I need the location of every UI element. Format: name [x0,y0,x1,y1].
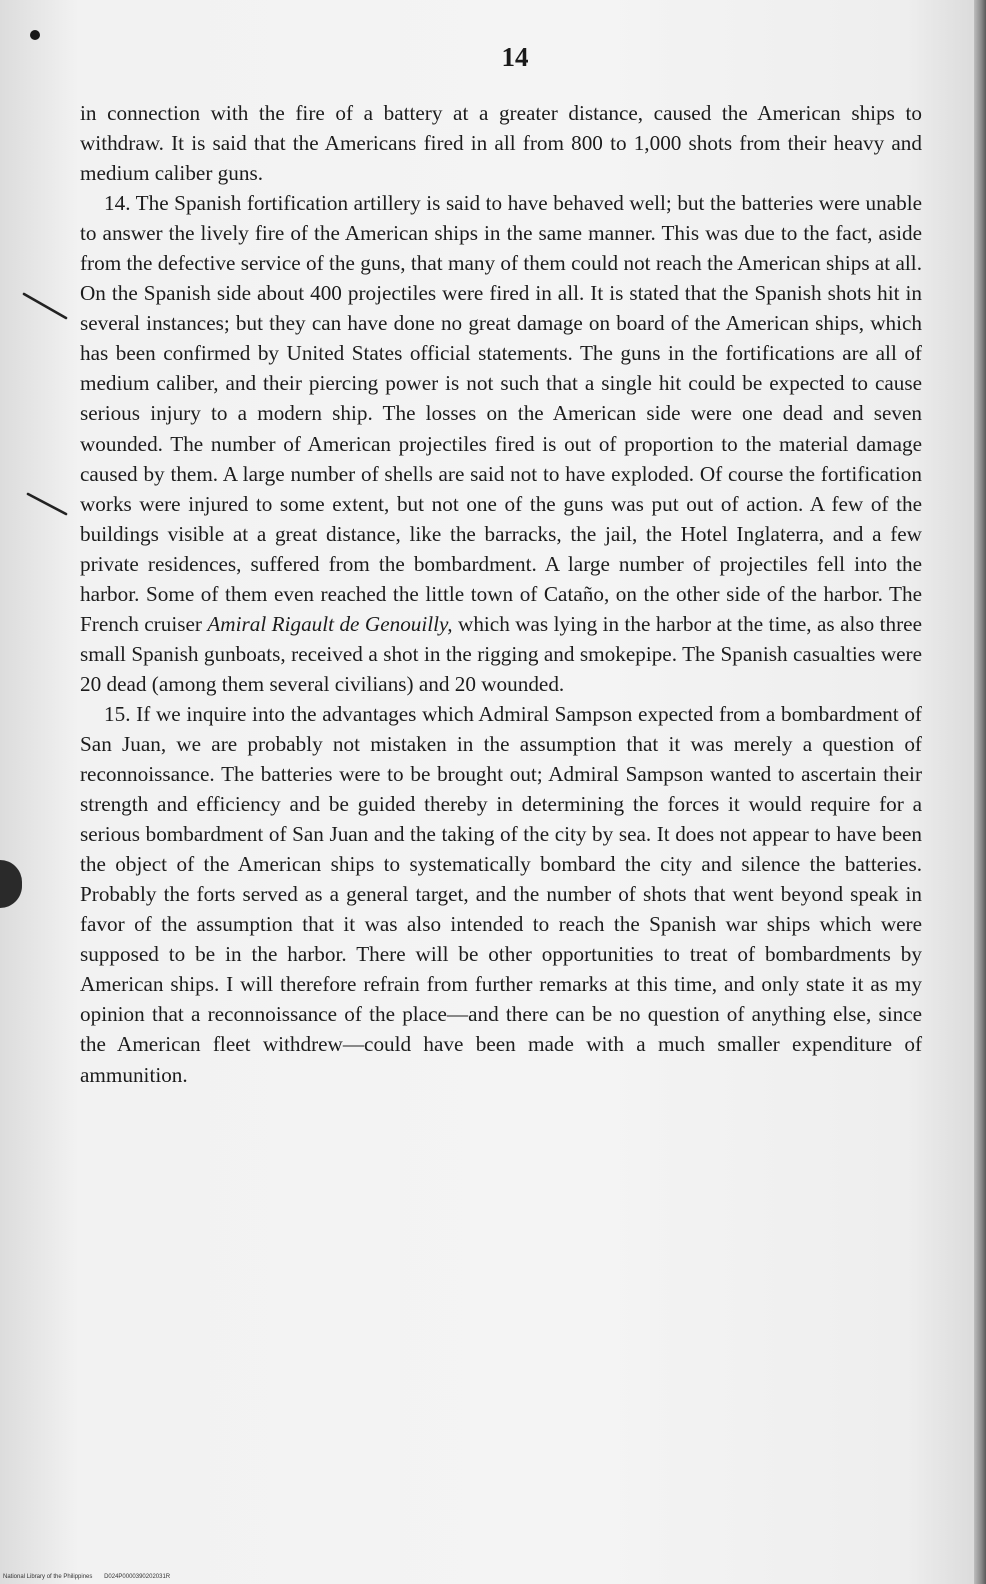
margin-check-mark [20,290,72,320]
footer-library: National Library of the Philippines [3,1574,93,1580]
paragraph-15: 15. If we inquire into the advantages which Admiral Sampson expected from a bombardment of San Juan, we are probably not mistaken in the assumption that it was merely a question of reconnoissance. The batteries were to be brought out; Admiral Sampson wanted to ascertain their strength and efficiency and be guided thereby in determining the forces it would require for a serious bombardment of San Juan and the taking of the city by sea. It does not appear to have been the object of the American ships to systematically bombard the city and silence the batteries. Probably the forts served as a general target, and the number of shots that went beyond speak in favor of the assumption that it was also intended to reach the Spanish war ships which were supposed to be in the harbor. There will be other opportunities to treat of bombardments by American ships. I will therefore refrain from further remarks at this time, and only state it as my opinion that a reconnoissance of the place—and there can be no question of anything else, since the American fleet withdrew—could have been made with a much smaller expenditure of ammunition. [80,701,922,1087]
ship-name: Amiral Rigault de Genouilly, [207,611,453,636]
paragraph-14-start: 14. The Spanish fortification artillery is said to have behaved well; but the batteries were unable to answer the lively fire of the American ships in the same manner. This was due to the fact, aside from the defective service of the guns, that many of them could not reach the American ships at all. On the Spanish side about 400 projectiles were fired in all. It is stated that the Spanish shots hit in several instances; but they can have done no great damage on board of the American ships, which has been confirmed by United States official statements. The guns in the fortifications are all of medium caliber, and their piercing power is not such that a single hit could be expected to cause serious injury to a modern ship. The losses on the American side were one dead and seven wounded. The number of American projectiles fired is out of proportion to the material damage caused by them. A large number of shells are said not to have exploded. Of course the fortification works were injured to some extent, but not one of the guns was put out of action. A few of the buildings visible at a great distance, like the barracks, the jail, the Hotel Inglaterra, and a few private residences, suffered from the bombardment. A large number of projectiles fell into the harbor. Some of them even reached the little town of Cataño, on the other side of the harbor. The French cruiser [80,191,922,636]
binding-hole [30,30,40,40]
thumb-tab-mark [0,860,22,908]
footer-identifier: D024P0000390202031R [104,1574,171,1580]
page-number: 14 [501,42,529,72]
margin-check-mark [20,490,72,520]
paragraph-14-end: which was lying in the harbor at the time, as also three small Spanish gunboats, received a shot in the rigging and smokepipe. The Spanish casualties were 20 dead (among them several civilians) and 20 wounded. [80,611,922,696]
paragraph-13-continuation: in connection with the fire of a battery at a greater distance, caused the American ships to withdraw. It is said that the Americans fired in all from 800 to 1,000 shots from their heavy and medium caliber guns. [80,101,922,186]
paragraph-14 [80,188,922,699]
body-text [80,98,922,1090]
page-edge-shadow [974,0,986,1584]
footer-credit [3,1574,180,1580]
